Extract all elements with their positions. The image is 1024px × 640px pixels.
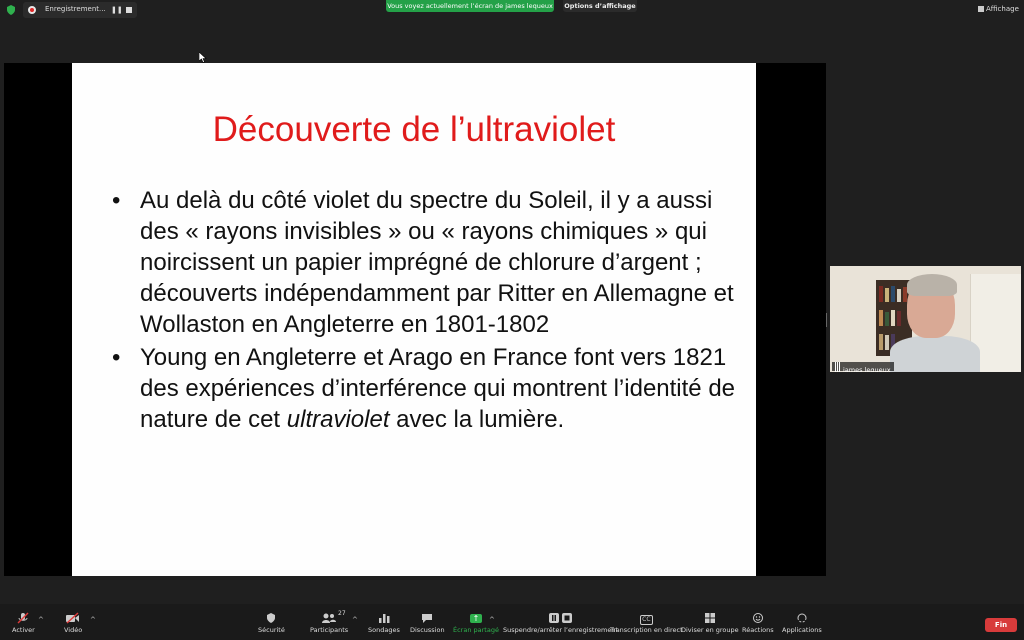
audio-options-caret[interactable]: ^ — [38, 616, 44, 624]
reactions-label: Réactions — [742, 626, 774, 634]
cc-icon: CC — [642, 616, 651, 623]
polls-button[interactable] — [368, 612, 400, 634]
mute-button[interactable] — [12, 612, 35, 634]
polls-label: Sondages — [368, 626, 400, 634]
presentation-slide — [72, 63, 756, 576]
apps-label: Applications — [782, 626, 822, 634]
mic-muted-icon — [16, 612, 30, 624]
live-transcript-button[interactable] — [610, 612, 683, 634]
live-transcript-label: Transcription en direct — [610, 626, 683, 634]
bullet-item — [110, 342, 750, 435]
share-screen-label: Écran partagé — [453, 626, 499, 634]
participant-name: james lequeux — [843, 366, 891, 372]
share-banner: Vous voyez actuellement l’écran de james lequeux — [387, 2, 553, 10]
participant-video[interactable] — [830, 266, 1021, 372]
record-icon — [28, 6, 36, 14]
video-person-hair — [907, 274, 957, 296]
chat-label: Discussion — [410, 626, 445, 634]
security-button[interactable] — [258, 612, 285, 634]
video-person-body — [890, 336, 980, 372]
apps-button[interactable] — [782, 612, 822, 634]
stop-icon[interactable] — [126, 7, 132, 13]
reactions-icon — [752, 612, 764, 624]
share-screen-icon: ↑ — [470, 614, 482, 623]
grid-icon — [978, 6, 984, 12]
pause-icon[interactable]: ❚❚ — [111, 6, 123, 14]
recording-label: Enregistrement... — [45, 5, 106, 13]
share-options-caret[interactable]: ^ — [489, 616, 495, 624]
video-off-icon — [65, 612, 81, 624]
record-control-label: Suspendre/arrêter l’enregistrement — [503, 626, 618, 634]
shield-icon[interactable] — [6, 5, 16, 15]
record-control-icon — [548, 612, 574, 624]
participants-count: 27 — [338, 610, 346, 617]
mouse-cursor-icon — [199, 52, 207, 63]
top-bar — [0, 0, 1024, 20]
breakout-icon — [704, 612, 716, 624]
recording-indicator — [23, 2, 137, 18]
view-options-button[interactable]: Options d’affichage — [564, 2, 636, 10]
reactions-button[interactable] — [742, 612, 774, 634]
security-icon — [265, 612, 277, 624]
participants-button[interactable] — [310, 612, 348, 634]
display-button[interactable] — [978, 5, 1019, 13]
video-button[interactable] — [64, 612, 82, 634]
chat-button[interactable] — [410, 612, 445, 634]
video-label: Vidéo — [64, 626, 83, 634]
end-meeting-button[interactable]: Fin — [985, 618, 1017, 632]
breakout-label: Diviser en groupe — [681, 626, 739, 634]
participants-icon — [321, 612, 337, 624]
security-label: Sécurité — [258, 626, 285, 634]
signal-icon — [835, 362, 841, 372]
bullet-item: • Au delà du côté violet du spectre du Soleil, il y a aussi des « rayons invisibles » ou « rayons chimiques » qui noircissent un papier imprégné de chlorure d’argent ; découverts indépendamment par Ritter en Allemagne et Wollaston en Angleterre en 1801-1802 — [110, 185, 750, 340]
polls-icon — [378, 612, 390, 624]
record-control-button[interactable] — [503, 612, 618, 634]
participant-name-tag — [832, 362, 894, 371]
video-options-caret[interactable]: ^ — [90, 616, 96, 624]
slide-title: Découverte de l’ultraviolet — [212, 110, 616, 149]
bullet-text: Young en Angleterre et Arago en France font vers 1821 des expériences d’interférence qui montrent l’identité de nature de cet — [140, 344, 736, 433]
chat-icon — [421, 612, 433, 624]
slide-bullets — [110, 185, 750, 437]
display-label: Affichage — [986, 5, 1019, 13]
meeting-toolbar — [0, 604, 1024, 640]
breakout-rooms-button[interactable] — [681, 612, 739, 634]
mute-label: Activer — [12, 626, 35, 634]
bullet-text: avec la lumière. — [389, 406, 565, 433]
apps-icon — [796, 612, 808, 624]
participants-label: Participants — [310, 626, 349, 634]
participants-caret[interactable]: ^ — [352, 616, 358, 624]
bullet-italic-text: ultraviolet — [286, 406, 390, 433]
